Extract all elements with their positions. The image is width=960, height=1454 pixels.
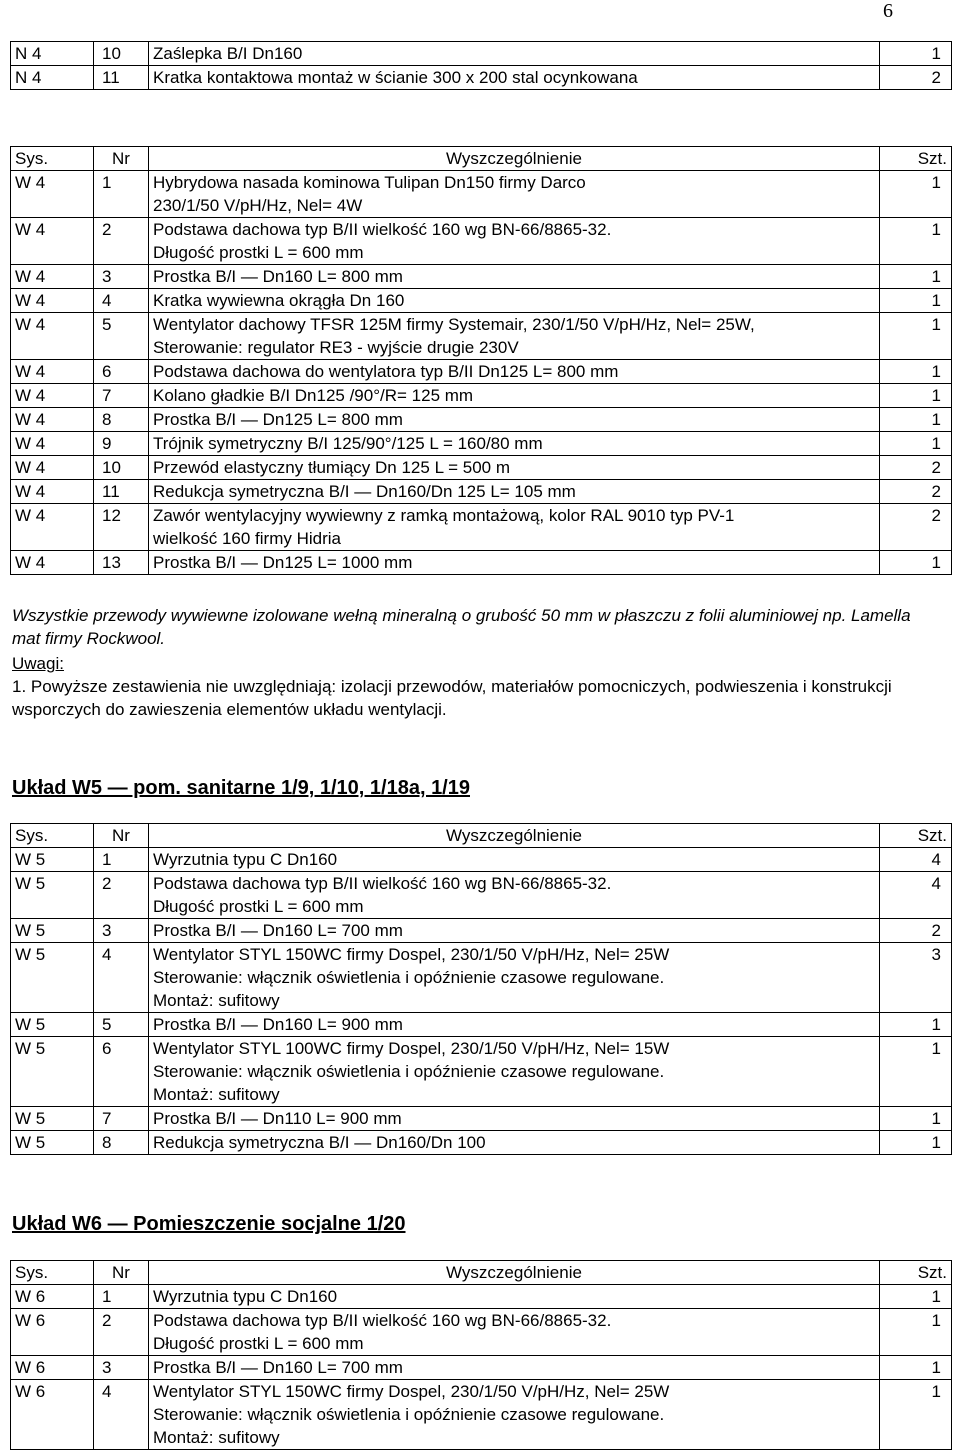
column-header-qty: Szt. <box>880 1261 952 1285</box>
cell-description: Prostka B/I — Dn125 L= 800 mm <box>149 408 880 432</box>
cell-quantity: 1 <box>880 408 952 432</box>
cell-system: W 4 <box>11 171 94 218</box>
insulation-note: Wszystkie przewody wywiewne izolowane wełną mineralną o grubość 50 mm w płaszczu z folii aluminiowej np. Lamella mat firmy Rockwool. <box>12 606 911 648</box>
cell-number: 3 <box>94 1356 149 1380</box>
cell-quantity: 4 <box>880 848 952 872</box>
table-row <box>11 480 952 504</box>
table-row <box>11 66 952 90</box>
cell-number: 2 <box>94 1309 149 1356</box>
cell-number: 1 <box>94 1285 149 1309</box>
cell-description: Prostka B/I — Dn160 L= 800 mm <box>149 265 880 289</box>
cell-system: N 4 <box>11 66 94 90</box>
cell-quantity: 1 <box>880 1285 952 1309</box>
cell-system: W 4 <box>11 218 94 265</box>
table-row <box>11 313 952 360</box>
cell-quantity: 1 <box>880 218 952 265</box>
cell-description: Trójnik symetryczny B/I 125/90°/125 L = 160/80 mm <box>149 432 880 456</box>
cell-number: 8 <box>94 1131 149 1155</box>
cell-number: 5 <box>94 1013 149 1037</box>
section-title-w5: Układ W5 — pom. sanitarne 1/9, 1/10, 1/18a, 1/19 <box>12 777 470 799</box>
cell-quantity: 1 <box>880 1309 952 1356</box>
table-row <box>11 42 952 66</box>
cell-number: 6 <box>94 1037 149 1107</box>
uwagi-label: Uwagi: <box>12 654 64 673</box>
table-row <box>11 551 952 575</box>
column-header-desc: Wyszczególnienie <box>149 1261 880 1285</box>
cell-system: W 4 <box>11 313 94 360</box>
column-header-sys: Sys. <box>11 1261 94 1285</box>
column-header-nr: Nr <box>94 1261 149 1285</box>
cell-system: W 4 <box>11 384 94 408</box>
cell-description: Kolano gładkie B/I Dn125 /90°/R= 125 mm <box>149 384 880 408</box>
table-header-row <box>11 824 952 848</box>
cell-description: Wentylator dachowy TFSR 125M firmy Systemair, 230/1/50 V/pH/Hz, Nel= 25W, Sterowanie: regulator RE3 - wyjście drugie 230V <box>149 313 880 360</box>
cell-number: 4 <box>94 1380 149 1450</box>
cell-system: W 5 <box>11 872 94 919</box>
cell-description: Redukcja symetryczna B/I — Dn160/Dn 125 L= 105 mm <box>149 480 880 504</box>
cell-description: Prostka B/I — Dn160 L= 900 mm <box>149 1013 880 1037</box>
cell-quantity: 1 <box>880 384 952 408</box>
cell-description: Kratka wywiewna okrągła Dn 160 <box>149 289 880 313</box>
cell-number: 6 <box>94 360 149 384</box>
table-row <box>11 919 952 943</box>
table-row <box>11 408 952 432</box>
cell-system: W 6 <box>11 1309 94 1356</box>
cell-quantity: 1 <box>880 313 952 360</box>
cell-description: Przewód elastyczny tłumiący Dn 125 L = 500 m <box>149 456 880 480</box>
cell-number: 4 <box>94 943 149 1013</box>
cell-system: W 4 <box>11 289 94 313</box>
column-header-desc: Wyszczególnienie <box>149 147 880 171</box>
table-row <box>11 1107 952 1131</box>
table-row <box>11 1037 952 1107</box>
cell-number: 12 <box>94 504 149 551</box>
cell-system: N 4 <box>11 42 94 66</box>
cell-number: 13 <box>94 551 149 575</box>
cell-system: W 5 <box>11 1013 94 1037</box>
cell-number: 2 <box>94 218 149 265</box>
cell-system: W 4 <box>11 265 94 289</box>
cell-system: W 5 <box>11 1131 94 1155</box>
table-row <box>11 218 952 265</box>
cell-description: Podstawa dachowa do wentylatora typ B/II Dn125 L= 800 mm <box>149 360 880 384</box>
table-row <box>11 1380 952 1450</box>
table-header-row <box>11 147 952 171</box>
uwagi-text: 1. Powyższe zestawienia nie uwzględniają: izolacji przewodów, materiałów pomocniczych, podwieszenia i konstrukcji wsporczych do zawieszenia elementów układu wentylacji. <box>12 677 892 719</box>
cell-quantity: 1 <box>880 171 952 218</box>
table-row <box>11 504 952 551</box>
cell-system: W 4 <box>11 456 94 480</box>
cell-number: 3 <box>94 265 149 289</box>
table-row <box>11 360 952 384</box>
cell-quantity: 2 <box>880 66 952 90</box>
cell-number: 7 <box>94 384 149 408</box>
cell-system: W 6 <box>11 1285 94 1309</box>
cell-number: 5 <box>94 313 149 360</box>
cell-description: Prostka B/I — Dn160 L= 700 mm <box>149 1356 880 1380</box>
table-row <box>11 289 952 313</box>
table-row <box>11 1131 952 1155</box>
table-row <box>11 1356 952 1380</box>
table-row <box>11 456 952 480</box>
table-row <box>11 171 952 218</box>
cell-number: 8 <box>94 408 149 432</box>
column-header-nr: Nr <box>94 824 149 848</box>
cell-number: 11 <box>94 480 149 504</box>
cell-description: Zaślepka B/I Dn160 <box>149 42 880 66</box>
cell-system: W 6 <box>11 1380 94 1450</box>
cell-number: 4 <box>94 289 149 313</box>
cell-number: 11 <box>94 66 149 90</box>
cell-system: W 5 <box>11 1107 94 1131</box>
cell-description: Prostka B/I — Dn160 L= 700 mm <box>149 919 880 943</box>
table-n4 <box>10 41 952 90</box>
column-header-desc: Wyszczególnienie <box>149 824 880 848</box>
cell-description: Podstawa dachowa typ B/II wielkość 160 wg BN-66/8865-32. Długość prostki L = 600 mm <box>149 218 880 265</box>
cell-quantity: 2 <box>880 456 952 480</box>
table-row <box>11 943 952 1013</box>
cell-quantity: 1 <box>880 551 952 575</box>
cell-system: W 4 <box>11 504 94 551</box>
cell-description: Prostka B/I — Dn125 L= 1000 mm <box>149 551 880 575</box>
table-row <box>11 1309 952 1356</box>
table-row <box>11 432 952 456</box>
cell-description: Prostka B/I — Dn110 L= 900 mm <box>149 1107 880 1131</box>
table-w5 <box>10 823 952 1155</box>
table-row <box>11 384 952 408</box>
cell-quantity: 1 <box>880 1037 952 1107</box>
cell-quantity: 2 <box>880 504 952 551</box>
page-number: 6 <box>883 0 893 22</box>
cell-system: W 5 <box>11 848 94 872</box>
cell-number: 10 <box>94 42 149 66</box>
cell-number: 1 <box>94 848 149 872</box>
cell-system: W 4 <box>11 408 94 432</box>
cell-quantity: 1 <box>880 1013 952 1037</box>
cell-quantity: 4 <box>880 872 952 919</box>
cell-description: Kratka kontaktowa montaż w ścianie 300 x 200 stal ocynkowana <box>149 66 880 90</box>
cell-quantity: 1 <box>880 1107 952 1131</box>
cell-number: 2 <box>94 872 149 919</box>
cell-system: W 6 <box>11 1356 94 1380</box>
cell-number: 10 <box>94 456 149 480</box>
cell-description: Podstawa dachowa typ B/II wielkość 160 wg BN-66/8865-32. Długość prostki L = 600 mm <box>149 872 880 919</box>
cell-system: W 5 <box>11 1037 94 1107</box>
cell-number: 7 <box>94 1107 149 1131</box>
table-row <box>11 1013 952 1037</box>
cell-quantity: 3 <box>880 943 952 1013</box>
cell-description: Redukcja symetryczna B/I — Dn160/Dn 100 <box>149 1131 880 1155</box>
cell-description: Wyrzutnia typu C Dn160 <box>149 848 880 872</box>
column-header-nr: Nr <box>94 147 149 171</box>
cell-quantity: 1 <box>880 1131 952 1155</box>
table-row <box>11 265 952 289</box>
table-w4 <box>10 146 952 575</box>
column-header-sys: Sys. <box>11 147 94 171</box>
cell-description: Wentylator STYL 150WC firmy Dospel, 230/1/50 V/pH/Hz, Nel= 25W Sterowanie: włącznik oświetlenia i opóźnienie czasowe regulowane. Montaż: sufitowy <box>149 1380 880 1450</box>
cell-system: W 5 <box>11 919 94 943</box>
cell-quantity: 1 <box>880 42 952 66</box>
column-header-qty: Szt. <box>880 824 952 848</box>
table-row <box>11 1285 952 1309</box>
cell-description: Podstawa dachowa typ B/II wielkość 160 wg BN-66/8865-32. Długość prostki L = 600 mm <box>149 1309 880 1356</box>
cell-system: W 4 <box>11 432 94 456</box>
cell-quantity: 1 <box>880 1380 952 1450</box>
table-w6 <box>10 1260 952 1450</box>
cell-description: Hybrydowa nasada kominowa Tulipan Dn150 firmy Darco 230/1/50 V/pH/Hz, Nel= 4W <box>149 171 880 218</box>
cell-quantity: 1 <box>880 1356 952 1380</box>
cell-quantity: 1 <box>880 432 952 456</box>
table-row <box>11 848 952 872</box>
cell-number: 3 <box>94 919 149 943</box>
cell-system: W 4 <box>11 480 94 504</box>
cell-number: 1 <box>94 171 149 218</box>
cell-quantity: 2 <box>880 919 952 943</box>
table-row <box>11 872 952 919</box>
cell-quantity: 1 <box>880 289 952 313</box>
table-header-row <box>11 1261 952 1285</box>
cell-system: W 5 <box>11 943 94 1013</box>
cell-system: W 4 <box>11 551 94 575</box>
cell-system: W 4 <box>11 360 94 384</box>
cell-description: Zawór wentylacyjny wywiewny z ramką montażową, kolor RAL 9010 typ PV-1 wielkość 160 firmy Hidria <box>149 504 880 551</box>
column-header-qty: Szt. <box>880 147 952 171</box>
column-header-sys: Sys. <box>11 824 94 848</box>
cell-description: Wyrzutnia typu C Dn160 <box>149 1285 880 1309</box>
cell-description: Wentylator STYL 100WC firmy Dospel, 230/1/50 V/pH/Hz, Nel= 15W Sterowanie: włącznik oświetlenia i opóźnienie czasowe regulowane. Montaż: sufitowy <box>149 1037 880 1107</box>
cell-quantity: 1 <box>880 360 952 384</box>
cell-quantity: 1 <box>880 265 952 289</box>
cell-number: 9 <box>94 432 149 456</box>
cell-quantity: 2 <box>880 480 952 504</box>
section-title-w6: Układ W6 — Pomieszczenie socjalne 1/20 <box>12 1213 406 1235</box>
cell-description: Wentylator STYL 150WC firmy Dospel, 230/1/50 V/pH/Hz, Nel= 25W Sterowanie: włącznik oświetlenia i opóźnienie czasowe regulowane. Montaż: sufitowy <box>149 943 880 1013</box>
